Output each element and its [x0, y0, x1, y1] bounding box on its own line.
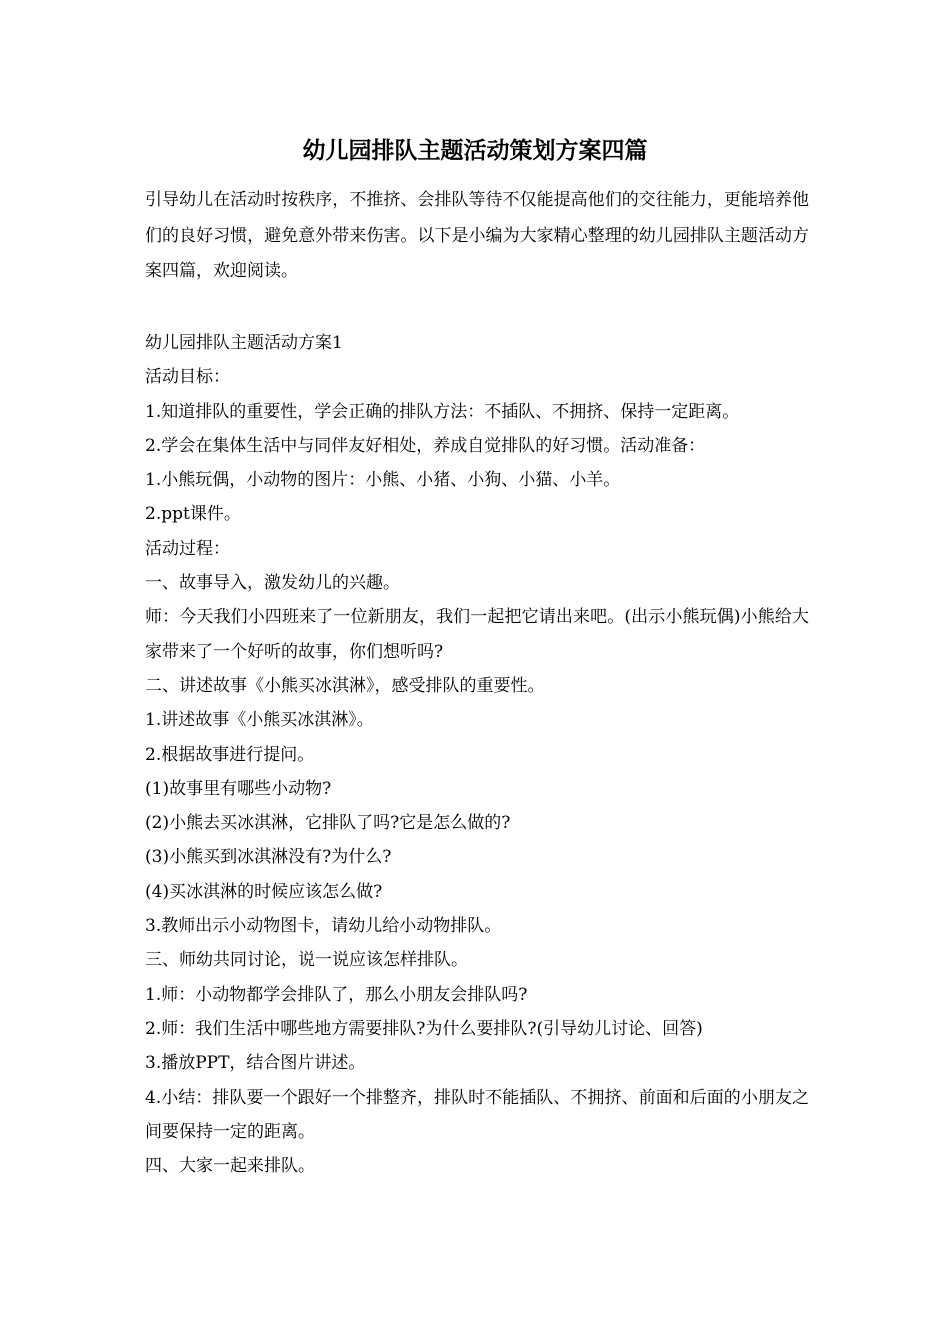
- body-line: 四、大家一起来排队。: [145, 1156, 315, 1177]
- body-line: 二、讲述故事《小熊买冰淇淋》，感受排队的重要性。: [145, 675, 545, 696]
- body-line: 一、故事导入，激发幼儿的兴趣。: [145, 573, 400, 594]
- body-line: 活动目标：: [145, 367, 230, 388]
- body-line: 1.讲述故事《小熊买冰淇淋》。: [145, 710, 374, 731]
- body-line: 三、师幼共同讨论，说一说应该怎样排队。: [145, 950, 468, 971]
- body-line: 3.教师出示小动物图卡，请幼儿给小动物排队。: [145, 916, 502, 937]
- intro-paragraph: 引导幼儿在活动时按秩序，不推挤、会排队等待不仅能提高他们的交往能力，更能培养他们的良好习惯，避免意外带来伤害。以下是小编为大家精心整理的幼儿园排队主题活动方案四篇，欢迎阅读。: [145, 190, 809, 281]
- document-body: [145, 326, 809, 1183]
- document-title: 幼儿园排队主题活动策划方案四篇: [302, 137, 648, 164]
- body-line: 1.师：小动物都学会排队了，那么小朋友会排队吗?: [145, 984, 528, 1005]
- body-line: (2)小熊去买冰淇淋，它排队了吗?它是怎么做的?: [145, 813, 511, 834]
- body-line: 1.小熊玩偶，小动物的图片：小熊、小猪、小狗、小猫、小羊。: [145, 470, 621, 491]
- body-line: (3)小熊买到冰淇淋没有?为什么?: [145, 847, 392, 868]
- body-line: (1)故事里有哪些小动物?: [145, 778, 332, 799]
- section-heading: 幼儿园排队主题活动方案1: [145, 333, 343, 353]
- body-paragraph: 4.小结：排队要一个跟好一个排整齐，排队时不能插队、不拥挤、前面和后面的小朋友之间要保持一定的距离。: [145, 1087, 809, 1142]
- body-line: (4)买冰淇淋的时候应该怎么做?: [145, 881, 383, 902]
- body-line: 3.播放PPT，结合图片讲述。: [145, 1053, 366, 1074]
- body-line: 2.学会在集体生活中与同伴友好相处，养成自觉排队的好习惯。活动准备：: [145, 435, 706, 456]
- body-paragraph: 师：今天我们小四班来了一位新朋友，我们一起把它请出来吧。(出示小熊玩偶)小熊给大家带来了一个好听的故事，你们想听吗?: [145, 607, 809, 662]
- body-line: 活动过程：: [145, 538, 230, 559]
- body-line: 2.ppt课件。: [145, 504, 241, 525]
- body-line: 1.知道排队的重要性，学会正确的排队方法：不插队、不拥挤、保持一定距离。: [145, 401, 740, 422]
- body-line: 2.师：我们生活中哪些地方需要排队?为什么要排队?(引导幼儿讨论、回答): [145, 1018, 703, 1039]
- body-line: 2.根据故事进行提问。: [145, 744, 315, 765]
